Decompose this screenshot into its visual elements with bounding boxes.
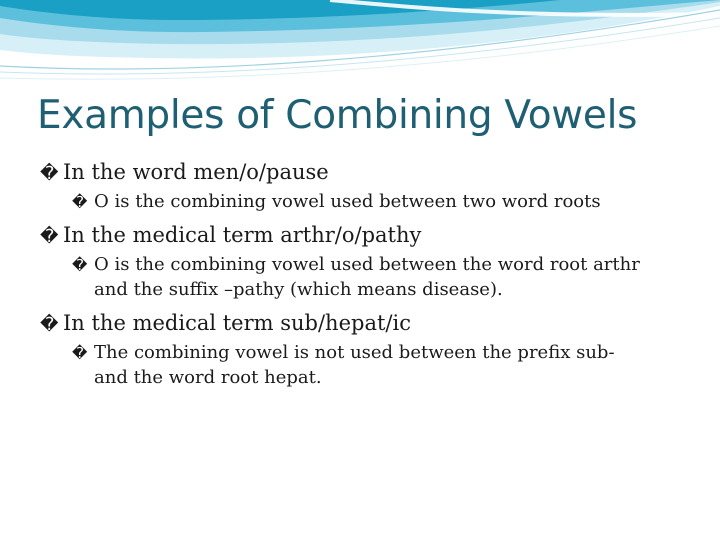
sub-bullet-icon: � [72,193,88,211]
sub-bullet-item-1-1 [72,189,700,214]
sub-bullet-item-2-1 [72,252,659,302]
bullet-item-1-text: In the word men/o/pause [63,160,329,184]
bullet-item-2-text: In the medical term arthr/o/pathy [63,223,422,247]
sub-bullet-item-3-1-text: The combining vowel is not used between the prefix sub- and the word root hepat. [94,342,615,388]
bullet-item-1 [40,156,700,188]
bullet-list [40,156,700,395]
bullet-item-2 [40,219,700,251]
bullet-item-3-text: In the medical term sub/hepat/ic [63,311,411,335]
sub-bullet-icon: � [72,256,88,274]
bullet-item-3 [40,307,700,339]
header-wave-decoration [0,0,720,90]
bullet-icon: � [40,226,59,247]
sub-bullet-item-1-1-text: O is the combining vowel used between two word roots [94,191,601,212]
sub-bullet-item-3-1 [72,340,654,390]
slide-title: Examples of Combining Vowels [37,93,638,138]
sub-bullet-item-2-1-text: O is the combining vowel used between the word root arthr and the suffix –pathy (which means disease). [94,254,640,300]
sub-bullet-icon: � [72,344,88,362]
bullet-icon: � [40,314,59,335]
bullet-icon: � [40,163,59,184]
